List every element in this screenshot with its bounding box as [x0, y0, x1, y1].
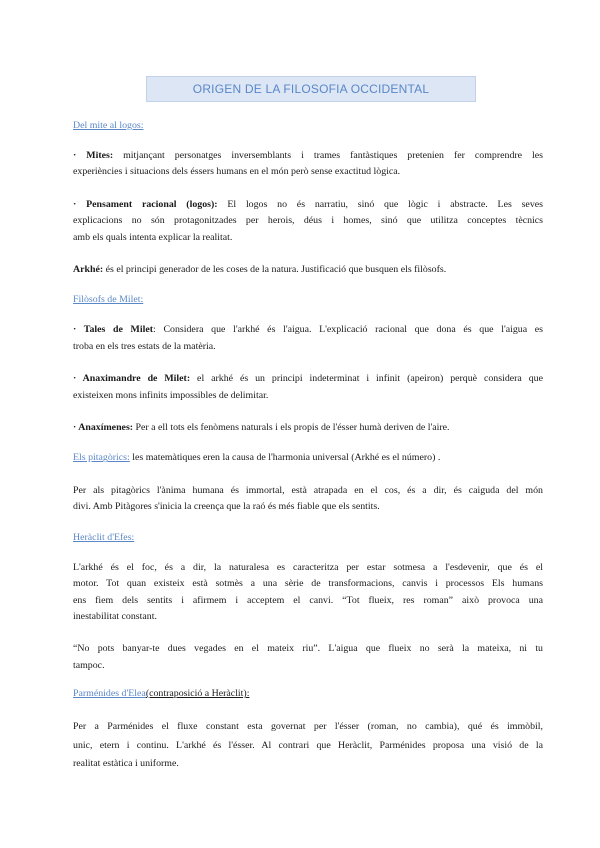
term-arkhe: Arkhé:	[73, 264, 104, 276]
section-heading-milet	[73, 292, 543, 308]
paragraph-arkhe	[73, 262, 543, 278]
term-pensament: · Pensament racional (logos):	[73, 198, 218, 210]
document-title: ORIGEN DE LA FILOSOFIA OCCIDENTAL	[146, 76, 476, 102]
term-tales: · Tales de Milet	[73, 324, 154, 336]
text-line	[73, 371, 543, 387]
paragraph-pitagorics-intro	[73, 450, 543, 466]
term-anaximandre: · Anaximandre de Milet:	[73, 373, 191, 385]
text-line: existeixen mons infinits impossibles de delimitar.	[73, 389, 269, 401]
text-line: motor. Tot quan existeix està sotmès a una sèrie de transformacions, canvis i processos Els humans	[73, 578, 543, 590]
text-line: unic, etern i continu. L'arkhé és l'ésser. Al contrari que Heràclit, Parménides proposa una visió de la	[73, 739, 543, 751]
section-heading-parmenides	[73, 686, 543, 702]
paragraph-parmenides	[73, 718, 543, 774]
text-line: Per als pitagòrics l'ànima humana és immortal, està atrapada en el cos, és a dir, és caiguda del món	[73, 484, 543, 496]
document-body	[73, 118, 543, 774]
text-line	[73, 148, 543, 164]
paragraph-pitagorics	[73, 483, 543, 516]
paragraph-mites	[73, 148, 543, 181]
heading-link[interactable]: Heràclit d'Efes:	[73, 531, 135, 543]
paragraph-tales	[73, 322, 543, 355]
text-line: Per a Parménides el fluxe constant esta governat per l'ésser (roman, no cambia), qué és immòbil,	[73, 721, 543, 733]
text-line: amb els quals intenta explicar la realitat.	[73, 231, 233, 243]
paragraph-heraclit-1	[73, 560, 543, 626]
heading-suffix: (contraposició a Heràclit):	[145, 688, 250, 700]
text-line: realitat estàtica i uniforme.	[73, 758, 179, 770]
text-line: experiències i situacions dels éssers humans en el món però sense exactitud lògica.	[73, 166, 401, 178]
text-line: explicacions no són protagonitzades per herois, déus i homes, sinó que utilitza conceptes tècnics	[73, 215, 543, 227]
heading-link[interactable]: Parménides d'Elea	[73, 688, 146, 700]
paragraph-anaximenes	[73, 420, 543, 436]
paragraph-heraclit-2	[73, 641, 543, 674]
text-span: El logos no és narratiu, sinó que lògic i abstracte. Les seves	[217, 198, 543, 210]
text-line: inestabilitat constant.	[73, 610, 157, 622]
text-line	[73, 197, 543, 213]
heading-link[interactable]: Filòsofs de Milet:	[73, 294, 144, 306]
heading-link[interactable]: Del mite al logos:	[73, 120, 144, 131]
text-line: L'arkhé és el foc, és a dir, la naturalesa es caracteritza per estar sotmesa a l'esdevenir, que és el	[73, 561, 543, 573]
heading-link-pitagorics[interactable]: Els pitagòrics:	[73, 452, 130, 464]
text-span: les matemàtiques eren la causa de l'harmonia universal (Arkhé es el número) .	[129, 452, 441, 464]
text-span: el arkhé és un principi indeterminat i infinit (apeiron) perquè considera que	[190, 373, 543, 385]
term-mites: · Mites:	[73, 150, 114, 161]
text-line: tampoc.	[73, 659, 105, 671]
paragraph-pensament	[73, 197, 543, 246]
text-span: és el principi generador de les coses de la natura. Justificació que busquen els filòsofs.	[103, 264, 447, 276]
section-heading-mite-logos	[73, 118, 543, 134]
text-line	[73, 420, 543, 436]
text-span: mitjançant personatges inversemblants i trames fantàstiques pretenien fer comprendre les	[113, 150, 543, 161]
text-line	[73, 262, 543, 278]
text-line: “No pots banyar-te dues vegades en el mateix riu”. L'aigua que flueix no serà la mateixa, ni tu	[73, 643, 543, 655]
text-span: : Considera que l'arkhé és l'aigua. L'explicació racional que dona és que l'aigua es	[153, 324, 543, 336]
section-heading-heraclit	[73, 530, 543, 546]
paragraph-anaximandre	[73, 371, 543, 404]
text-line: divi. Amb Pitàgores s'inicia la creença que la raó és més fiable que els sentits.	[73, 501, 380, 513]
text-line	[73, 450, 543, 466]
text-line: ens fiem dels sentits i afirmem i acceptem el canvi. “Tot flueix, res roman” això provoca una	[73, 594, 543, 606]
text-line: troba en els tres estats de la matèria.	[73, 340, 216, 352]
text-line	[73, 322, 543, 338]
term-anaximenes: · Anaxímenes:	[73, 422, 134, 434]
text-span: Per a ell tots els fenòmens naturals i els propis de l'ésser humà deriven de l'aire.	[133, 422, 450, 434]
